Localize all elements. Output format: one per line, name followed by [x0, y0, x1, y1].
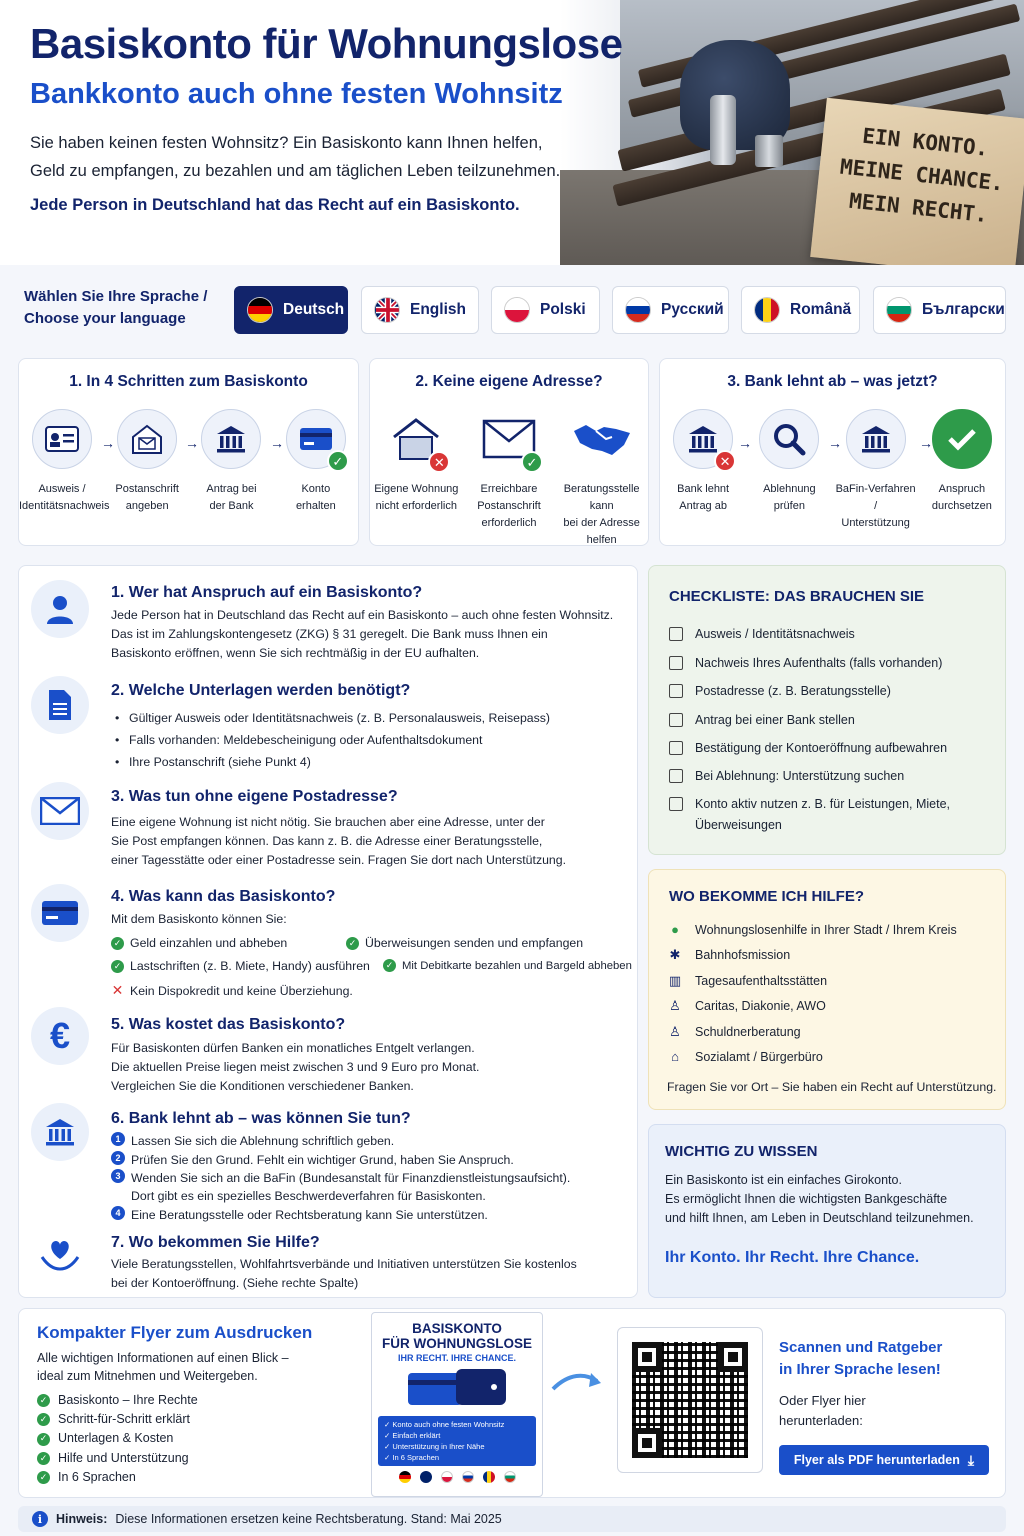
card-check-icon: ✓	[286, 409, 346, 469]
step-no-home: ✕ Eigene Wohnung nicht erforderlich	[373, 409, 459, 549]
checkbox-icon	[669, 797, 683, 811]
step-rejected: ✕ Bank lehnt Antrag ab	[660, 409, 746, 532]
step-address: Postanschrift angeben	[105, 409, 189, 515]
check-icon: ✓	[37, 1471, 50, 1484]
help-item: ♙ Schuldnerberatung	[667, 1024, 801, 1040]
intro-bold: Jede Person in Deutschland hat das Recht auf ein Basiskonto.	[30, 196, 520, 214]
lang-polski-button[interactable]: Polski	[491, 286, 600, 334]
download-icon: ⤓	[967, 1451, 975, 1468]
step-apply: Antrag bei der Bank	[189, 409, 273, 515]
mission-icon: ✱	[669, 947, 681, 962]
building-icon: ▥	[668, 973, 682, 988]
faq-1-title: 1. Wer hat Anspruch auf ein Basiskonto?	[111, 584, 423, 601]
help-item: ⌂ Sozialamt / Bürgerbüro	[667, 1049, 823, 1064]
checklist-item[interactable]: Antrag bei einer Bank stellen	[669, 710, 855, 731]
check-icon: ✓	[37, 1413, 50, 1426]
flag-uk-icon	[374, 297, 400, 323]
hero-section	[0, 0, 1024, 265]
check-icon: ✓	[111, 937, 124, 950]
disclaimer-bar: i Hinweis: Diese Informationen ersetzen keine Rechtsberatung. Stand: Mai 2025	[18, 1506, 1006, 1532]
faq-2-title: 2. Welche Unterlagen werden benötigt?	[111, 682, 411, 699]
page-subtitle: Bankkonto auch ohne festen Wohnsitz	[30, 78, 563, 110]
arrow-icon: →	[270, 435, 284, 451]
help-item: ▥ Tagesaufenthaltsstätten	[668, 973, 828, 988]
faq-7-title: 7. Wo bekommen Sie Hilfe?	[111, 1234, 320, 1251]
checkbox-icon	[669, 627, 683, 641]
bank-icon	[31, 1103, 89, 1161]
checkbox-icon	[669, 684, 683, 698]
curved-arrow-icon	[549, 1367, 605, 1397]
info-icon: i	[32, 1511, 48, 1527]
faq-6-step: 4 Eine Beratungsstelle oder Rechtsberatung kann Sie unterstützen.	[111, 1206, 488, 1224]
help-item: ♙ Caritas, Diakonie, AWO	[667, 998, 826, 1014]
euro-icon: €	[31, 1007, 89, 1065]
arrow-icon: →	[185, 435, 199, 451]
help-footer: Fragen Sie vor Ort – Sie haben ein Recht auf Unterstützung.	[667, 1080, 997, 1094]
flag-ru-icon	[625, 297, 651, 323]
step-receive: ✓ Konto erhalten	[274, 409, 358, 515]
cross-icon: ✕	[111, 982, 124, 998]
scan-text: Scannen und Ratgeber in Ihrer Sprache lesen!	[779, 1339, 943, 1378]
check-icon: ✓	[346, 937, 359, 950]
feature-item-negative: ✕ Kein Dispokredit und keine Überziehung.	[111, 982, 353, 998]
faq-6-step: 2 Prüfen Sie den Grund. Fehlt ein wichtiger Grund, haben Sie Anspruch.	[111, 1151, 514, 1169]
office-icon: ⌂	[671, 1049, 679, 1064]
handshake-icon	[572, 409, 632, 469]
faq-7-text: Viele Beratungsstellen, Wohlfahrtsverbände und Initiativen unterstützen Sie kostenlos bei der Kontoeröffnung. (Siehe rechte Spalte)	[111, 1257, 577, 1290]
download-pdf-button[interactable]: Flyer als PDF herunterladen ⤓	[779, 1445, 989, 1475]
card-wallet-icon	[402, 1367, 512, 1407]
card-icon	[31, 884, 89, 942]
person-icon	[31, 580, 89, 638]
arrow-icon: →	[919, 435, 933, 451]
bank-icon	[201, 409, 261, 469]
faq-2-list: • Gültiger Ausweis oder Identitätsnachweis (z. B. Personalausweis, Reisepass) • Falls vorhanden: Meldebescheinigung oder Aufenthaltsdokument • Ihre Postanschrift (siehe Punkt 4)	[115, 707, 550, 773]
steps-panel-2: 2. Keine eigene Adresse? ✕ Eigene Wohnung nicht erforderlich ✓ Erreichbare Postanschrift erforderlich Beratungsstelle kann bei der Adresse helfen	[369, 358, 649, 546]
arrow-icon: →	[738, 435, 752, 451]
faq-section	[18, 565, 638, 1298]
or-text: Oder Flyer hier herunterladen:	[779, 1393, 866, 1428]
faq-3-text: Eine eigene Wohnung ist nicht nötig. Sie brauchen aber eine Adresse, unter der Sie Post empfangen können. Das kann z. B. die Adresse einer Beratungsstelle, einer Tagesstätte oder einer Postadresse sein. Fragen Sie dort nach Unterstützung.	[111, 815, 567, 867]
lang-russian-button[interactable]: Русский	[612, 286, 729, 334]
checkbox-icon	[669, 741, 683, 755]
feature-item: ✓ Überweisungen senden und empfangen	[346, 936, 583, 950]
thermos-image	[710, 95, 736, 165]
check-icon: ✓	[111, 960, 124, 973]
checklist-item[interactable]: Bei Ablehnung: Unterstützung suchen	[669, 766, 904, 787]
faq-6-title: 6. Bank lehnt ab – was können Sie tun?	[111, 1110, 411, 1127]
help-item: ✱ Bahnhofsmission	[667, 947, 790, 963]
document-icon	[31, 676, 89, 734]
checklist-item[interactable]: Konto aktiv nutzen z. B. für Leistungen, Miete, Überweisungen	[669, 794, 950, 836]
hero-image	[560, 0, 1024, 265]
feature-item: ✓ Mit Debitkarte bezahlen und Bargeld abheben	[383, 959, 632, 972]
advisor-icon: ♙	[669, 1024, 681, 1039]
checklist-item[interactable]: Postadresse (z. B. Beratungsstelle)	[669, 681, 891, 702]
step-check: Ablehnung prüfen	[746, 409, 832, 532]
check-icon: ✓	[37, 1452, 50, 1465]
feature-item: ✓ Geld einzahlen und abheben	[111, 936, 287, 950]
step-id: Ausweis / Identitätsnachweis	[19, 409, 105, 515]
checklist-title: CHECKLISTE: DAS BRAUCHEN SIE	[669, 588, 925, 605]
language-label: Wählen Sie Ihre Sprache / Choose your language	[24, 288, 208, 327]
flag-pl-icon	[504, 297, 530, 323]
flag-bg-icon	[886, 297, 912, 323]
step-help: Beratungsstelle kann bei der Adresse helfen	[559, 409, 645, 549]
id-card-icon	[32, 409, 92, 469]
help-title: WO BEKOMME ICH HILFE?	[669, 888, 864, 905]
lang-bulgarian-button[interactable]: Български	[873, 286, 1006, 334]
steps-panel-3: 3. Bank lehnt ab – was jetzt? ✕ Bank lehnt Antrag ab Ablehnung prüfen BaFin-Verfahren / Unterstützung Anspruch durchsetzen → → →	[659, 358, 1006, 546]
flyer-section	[18, 1308, 1006, 1498]
check-icon: ✓	[37, 1433, 50, 1446]
help-item: ● Wohnungslosenhilfe in Ihrer Stadt / Ihrem Kreis	[667, 922, 957, 937]
important-text: Ein Basiskonto ist ein einfaches Girokonto. Es ermöglicht Ihnen die wichtigsten Bankgeschäfte und hilft Ihnen, am Leben in Deutschland teilzunehmen.	[665, 1173, 974, 1225]
important-title: WICHTIG ZU WISSEN	[665, 1143, 818, 1160]
arrow-icon: →	[101, 435, 115, 451]
checklist-box	[648, 565, 1006, 855]
checkbox-icon	[669, 656, 683, 670]
location-pin-icon: ●	[671, 922, 679, 937]
faq-5-title: 5. Was kostet das Basiskonto?	[111, 1016, 346, 1033]
flyer-preview-list: ✓ Konto auch ohne festen Wohnsitz ✓ Einfach erklärt ✓ Unterstützung in Ihrer Nähe ✓ In 6 Sprachen	[378, 1416, 536, 1466]
faq-4-intro: Mit dem Basiskonto können Sie:	[111, 912, 287, 926]
checkbox-icon	[669, 769, 683, 783]
checklist-item[interactable]: Ausweis / Identitätsnachweis	[669, 624, 855, 645]
page-title: Basiskonto für Wohnungslose	[30, 20, 623, 67]
checklist-item[interactable]: Nachweis Ihres Aufenthalts (falls vorhanden)	[669, 653, 942, 674]
lang-deutsch-button[interactable]: Deutsch	[234, 286, 348, 334]
step-bafin: BaFin-Verfahren / Unterstützung	[833, 409, 919, 532]
checklist-item[interactable]: Bestätigung der Kontoeröffnung aufbewahren	[669, 738, 947, 759]
magnifier-icon	[759, 409, 819, 469]
envelope-check-icon: ✓	[479, 409, 539, 469]
faq-1-text: Jede Person hat in Deutschland das Recht auf ein Basiskonto – auch ohne festen Wohnsitz. Das ist im Zahlungskontengesetz (ZKG) § 31 geregelt. Die Bank muss Ihnen ein Basiskonto eröffnen, wenn Sie sich rechtmäßig in der EU aufhalten.	[111, 608, 614, 660]
bafin-icon	[846, 409, 906, 469]
flyer-title: Kompakter Flyer zum Ausdrucken	[37, 1323, 313, 1342]
lang-romana-button[interactable]: Română	[741, 286, 860, 334]
flyer-desc: Alle wichtigen Informationen auf einen Blick – ideal zum Mitnehmen und Weitergeben.	[37, 1351, 289, 1383]
arrow-icon: →	[828, 435, 842, 451]
help-box	[648, 869, 1006, 1110]
cardboard-sign: EIN KONTO. MEINE CHANCE. MEIN RECHT.	[810, 98, 1024, 265]
faq-4-title: 4. Was kann das Basiskonto?	[111, 888, 336, 905]
flag-row	[372, 1471, 542, 1483]
check-icon: ✓	[37, 1394, 50, 1407]
faq-3-title: 3. Was tun ohne eigene Postadresse?	[111, 788, 398, 805]
flag-de-icon	[247, 297, 273, 323]
house-x-icon: ✕	[386, 409, 446, 469]
heart-hands-icon	[31, 1226, 89, 1284]
step-mail: ✓ Erreichbare Postanschrift erforderlich	[466, 409, 552, 549]
cup-image	[755, 135, 783, 167]
flag-ro-icon	[754, 297, 780, 323]
check-icon: ✓	[383, 959, 396, 972]
bank-x-icon: ✕	[673, 409, 733, 469]
flyer-preview[interactable]: BASISKONTO FÜR WOHNUNGSLOSE IHR RECHT. IHRE CHANCE. ✓ Konto auch ohne festen Wohnsitz ✓ Einfach erklärt ✓ Unterstützung in Ihrer Nähe ✓ In 6 Sprachen	[371, 1312, 543, 1497]
steps-panel-1: 1. In 4 Schritten zum Basiskonto Ausweis / Identitätsnachweis Postanschrift angeben Antrag bei der Bank ✓ Konto erhalten → → →	[18, 358, 359, 546]
mail-icon	[31, 782, 89, 840]
feature-item: ✓ Lastschriften (z. B. Miete, Handy) ausführen	[111, 959, 370, 973]
people-icon: ♙	[669, 998, 681, 1013]
step-enforce: Anspruch durchsetzen	[919, 409, 1005, 532]
important-box	[648, 1124, 1006, 1298]
intro-text: Sie haben keinen festen Wohnsitz? Ein Basiskonto kann Ihnen helfen, Geld zu empfangen, zu bezahlen und am täglichen Leben teilzunehmen.	[30, 134, 561, 180]
faq-6-step: 3 Wenden Sie sich an die BaFin (Bundesanstalt für Finanzdienstleistungsaufsicht). Dort gibt es ein spezielles Beschwerdeverfahren für Basiskonten.	[111, 1169, 570, 1205]
important-slogan: Ihr Konto. Ihr Recht. Ihre Chance.	[665, 1249, 920, 1266]
flyer-list: ✓ Basiskonto – Ihre Rechte ✓ Schritt-für-Schritt erklärt ✓ Unterlagen & Kosten ✓ Hilfe und Unterstützung ✓ In 6 Sprachen	[37, 1391, 198, 1487]
faq-6-step: 1 Lassen Sie sich die Ablehnung schriftlich geben.	[111, 1132, 394, 1150]
qr-code[interactable]	[617, 1327, 763, 1473]
lang-english-button[interactable]: English	[361, 286, 479, 334]
faq-5-text: Für Basiskonten dürfen Banken ein monatliches Entgelt verlangen. Die aktuellen Preise liegen meist zwischen 3 und 9 Euro pro Monat. Vergleichen Sie die Konditionen verschiedener Banken.	[111, 1041, 480, 1093]
mailbox-icon	[117, 409, 177, 469]
checkbox-icon	[669, 713, 683, 727]
check-icon	[932, 409, 992, 469]
